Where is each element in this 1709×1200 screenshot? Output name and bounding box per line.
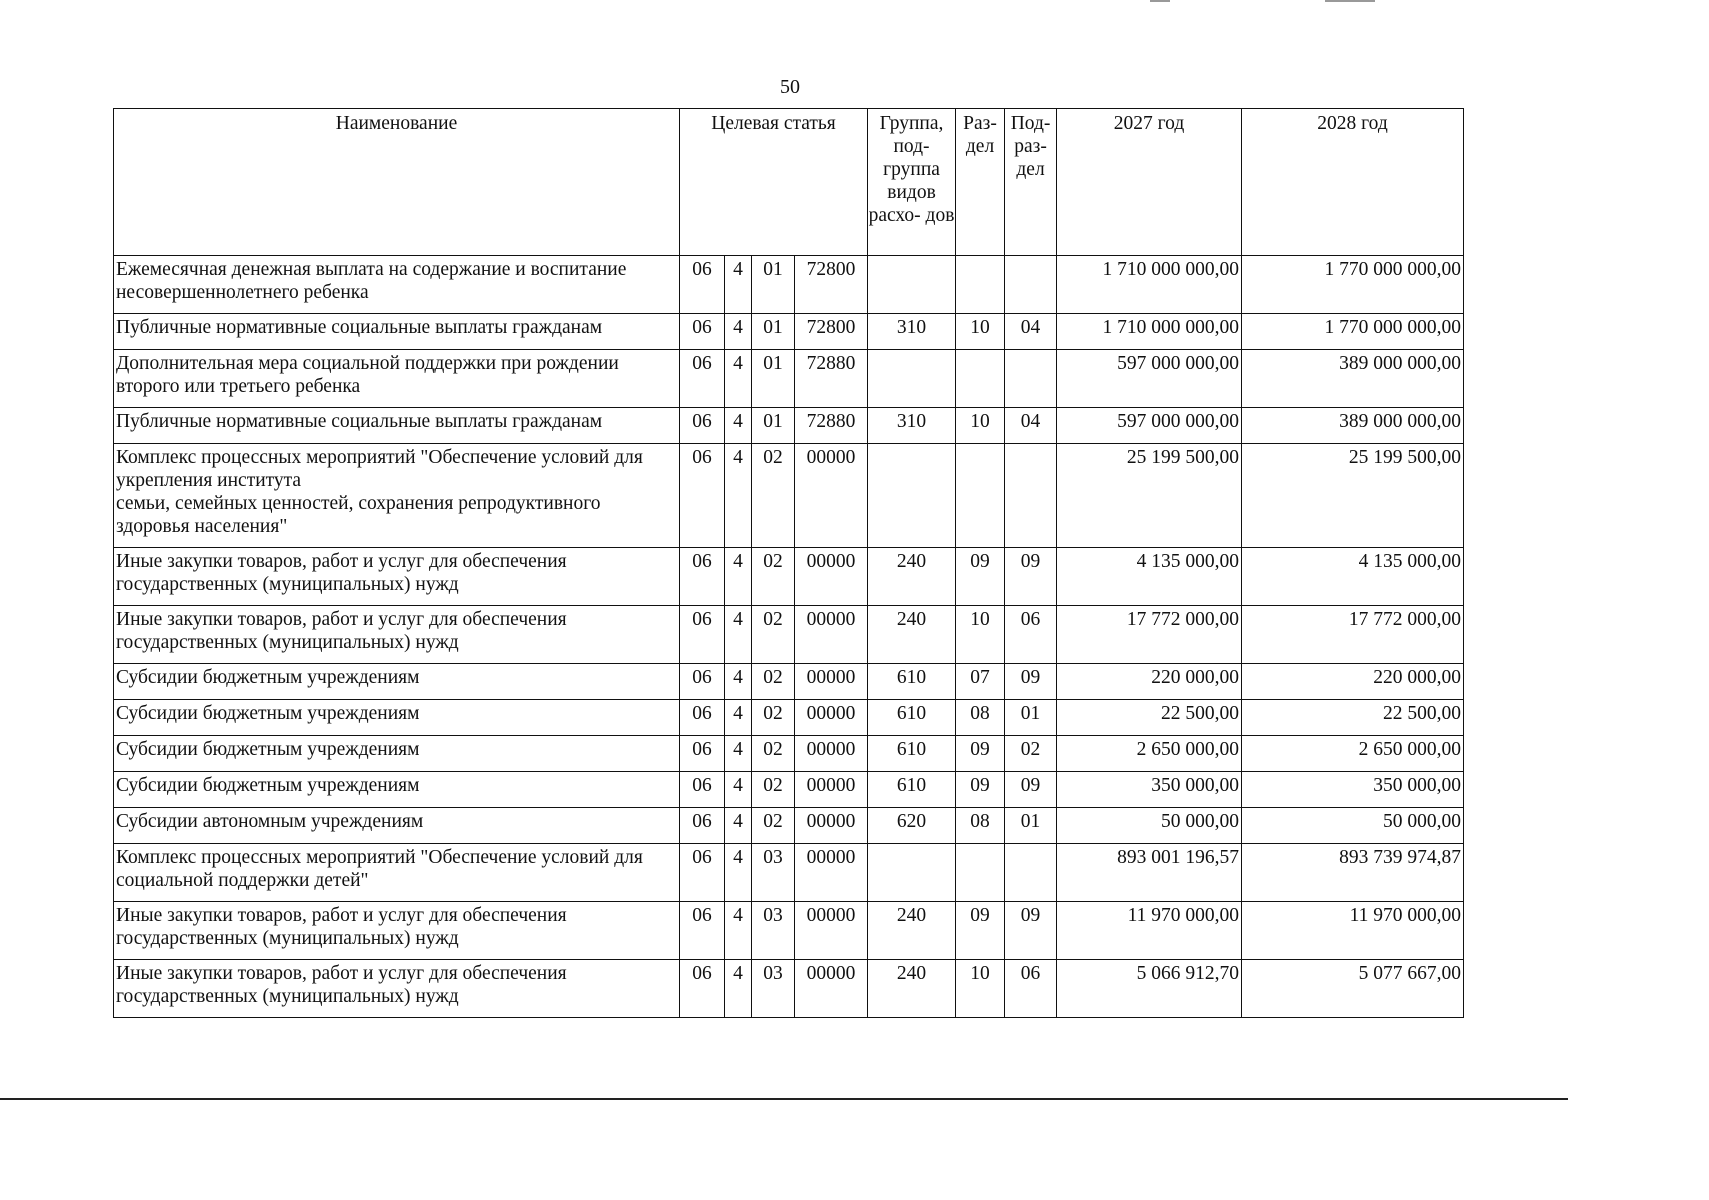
subsection-code: 02: [1005, 736, 1057, 772]
target-complex-code: 03: [752, 960, 795, 1018]
section-code: 09: [956, 736, 1005, 772]
section-code: [956, 256, 1005, 314]
expense-group-code: [868, 256, 956, 314]
row-name: Иные закупки товаров, работ и услуг для обеспечения государственных (муниципальных) нужд: [114, 548, 680, 606]
subsection-code: 09: [1005, 902, 1057, 960]
section-code: [956, 844, 1005, 902]
target-direction-code: 00000: [795, 606, 868, 664]
subsection-code: 04: [1005, 408, 1057, 444]
amount-2027: 893 001 196,57: [1057, 844, 1242, 902]
target-type-code: 4: [725, 256, 752, 314]
target-type-code: 4: [725, 606, 752, 664]
target-complex-code: 03: [752, 902, 795, 960]
expense-group-code: [868, 444, 956, 548]
scan-mark: [1325, 0, 1375, 2]
target-direction-code: 00000: [795, 736, 868, 772]
section-code: [956, 350, 1005, 408]
target-complex-code: 02: [752, 700, 795, 736]
target-direction-code: 00000: [795, 808, 868, 844]
section-code: 10: [956, 606, 1005, 664]
header-section: Раз- дел: [956, 109, 1005, 256]
amount-2028: 220 000,00: [1242, 664, 1464, 700]
target-complex-code: 01: [752, 256, 795, 314]
section-code: 09: [956, 548, 1005, 606]
table-row: [114, 408, 1464, 444]
amount-2028: 4 135 000,00: [1242, 548, 1464, 606]
section-code: 08: [956, 808, 1005, 844]
amount-2028: 1 770 000 000,00: [1242, 256, 1464, 314]
table-row: [114, 844, 1464, 902]
section-code: 10: [956, 960, 1005, 1018]
target-program-code: 06: [680, 664, 725, 700]
section-code: 09: [956, 772, 1005, 808]
target-complex-code: 02: [752, 736, 795, 772]
amount-2028: 11 970 000,00: [1242, 902, 1464, 960]
expense-group-code: 310: [868, 314, 956, 350]
target-direction-code: 00000: [795, 664, 868, 700]
table-row: [114, 314, 1464, 350]
row-name: Комплекс процессных мероприятий "Обеспечение условий для социальной поддержки детей": [114, 844, 680, 902]
section-code: 07: [956, 664, 1005, 700]
target-complex-code: 02: [752, 808, 795, 844]
target-direction-code: 00000: [795, 844, 868, 902]
target-direction-code: 72880: [795, 408, 868, 444]
target-program-code: 06: [680, 844, 725, 902]
header-expense-group: Группа, под- группа видов расхо- дов: [868, 109, 956, 256]
amount-2027: 350 000,00: [1057, 772, 1242, 808]
row-name: Иные закупки товаров, работ и услуг для обеспечения государственных (муниципальных) нужд: [114, 902, 680, 960]
table-row: [114, 444, 1464, 548]
row-name: Субсидии бюджетным учреждениям: [114, 736, 680, 772]
target-type-code: 4: [725, 772, 752, 808]
row-name: Субсидии бюджетным учреждениям: [114, 664, 680, 700]
target-type-code: 4: [725, 314, 752, 350]
table-row: [114, 606, 1464, 664]
row-name: Комплекс процессных мероприятий "Обеспечение условий для укрепления института семьи, семейных ценностей, сохранения репродуктивного здоровья населения": [114, 444, 680, 548]
amount-2027: 22 500,00: [1057, 700, 1242, 736]
target-complex-code: 02: [752, 444, 795, 548]
table-row: [114, 256, 1464, 314]
table-row: [114, 736, 1464, 772]
target-type-code: 4: [725, 902, 752, 960]
target-program-code: 06: [680, 444, 725, 548]
amount-2028: 350 000,00: [1242, 772, 1464, 808]
table-row: [114, 700, 1464, 736]
amount-2027: 2 650 000,00: [1057, 736, 1242, 772]
target-complex-code: 03: [752, 844, 795, 902]
target-complex-code: 01: [752, 314, 795, 350]
target-type-code: 4: [725, 736, 752, 772]
header-year-2028: 2028 год: [1242, 109, 1464, 256]
target-program-code: 06: [680, 902, 725, 960]
expense-group-code: 610: [868, 736, 956, 772]
target-complex-code: 02: [752, 664, 795, 700]
amount-2028: 50 000,00: [1242, 808, 1464, 844]
subsection-code: 06: [1005, 960, 1057, 1018]
target-type-code: 4: [725, 960, 752, 1018]
target-type-code: 4: [725, 548, 752, 606]
amount-2028: 389 000 000,00: [1242, 408, 1464, 444]
target-program-code: 06: [680, 736, 725, 772]
amount-2027: 220 000,00: [1057, 664, 1242, 700]
target-type-code: 4: [725, 408, 752, 444]
target-type-code: 4: [725, 700, 752, 736]
amount-2028: 5 077 667,00: [1242, 960, 1464, 1018]
table-row: [114, 548, 1464, 606]
section-code: 08: [956, 700, 1005, 736]
target-direction-code: 00000: [795, 444, 868, 548]
subsection-code: 09: [1005, 548, 1057, 606]
subsection-code: [1005, 444, 1057, 548]
target-complex-code: 02: [752, 606, 795, 664]
amount-2028: 25 199 500,00: [1242, 444, 1464, 548]
amount-2028: 389 000 000,00: [1242, 350, 1464, 408]
subsection-code: 04: [1005, 314, 1057, 350]
amount-2027: 1 710 000 000,00: [1057, 256, 1242, 314]
target-program-code: 06: [680, 350, 725, 408]
table-row: [114, 350, 1464, 408]
row-name: Субсидии автономным учреждениям: [114, 808, 680, 844]
target-direction-code: 72800: [795, 314, 868, 350]
expense-group-code: 240: [868, 606, 956, 664]
target-direction-code: 00000: [795, 902, 868, 960]
target-direction-code: 00000: [795, 700, 868, 736]
header-year-2027: 2027 год: [1057, 109, 1242, 256]
scan-mark: [1150, 0, 1170, 2]
header-name: Наименование: [114, 109, 680, 256]
target-type-code: 4: [725, 664, 752, 700]
target-complex-code: 01: [752, 350, 795, 408]
target-program-code: 06: [680, 256, 725, 314]
subsection-code: 01: [1005, 808, 1057, 844]
amount-2027: 1 710 000 000,00: [1057, 314, 1242, 350]
target-complex-code: 02: [752, 548, 795, 606]
row-name: Дополнительная мера социальной поддержки при рождении второго или третьего ребенка: [114, 350, 680, 408]
amount-2028: 17 772 000,00: [1242, 606, 1464, 664]
row-name: Ежемесячная денежная выплата на содержание и воспитание несовершеннолетнего ребенка: [114, 256, 680, 314]
table-row: [114, 902, 1464, 960]
table-row: [114, 960, 1464, 1018]
amount-2027: 50 000,00: [1057, 808, 1242, 844]
row-name: Публичные нормативные социальные выплаты гражданам: [114, 314, 680, 350]
header-row: [114, 109, 1464, 256]
page-bottom-edge: [0, 1098, 1568, 1100]
target-complex-code: 01: [752, 408, 795, 444]
target-direction-code: 72800: [795, 256, 868, 314]
amount-2027: 4 135 000,00: [1057, 548, 1242, 606]
target-program-code: 06: [680, 960, 725, 1018]
expense-group-code: 620: [868, 808, 956, 844]
expense-group-code: [868, 350, 956, 408]
amount-2027: 25 199 500,00: [1057, 444, 1242, 548]
table-row: [114, 664, 1464, 700]
target-direction-code: 00000: [795, 548, 868, 606]
subsection-code: 09: [1005, 664, 1057, 700]
target-program-code: 06: [680, 808, 725, 844]
row-name: Субсидии бюджетным учреждениям: [114, 772, 680, 808]
page-number: 50: [780, 76, 800, 98]
subsection-code: 09: [1005, 772, 1057, 808]
row-name: Иные закупки товаров, работ и услуг для обеспечения государственных (муниципальных) нужд: [114, 606, 680, 664]
amount-2028: 2 650 000,00: [1242, 736, 1464, 772]
subsection-code: 06: [1005, 606, 1057, 664]
expense-group-code: [868, 844, 956, 902]
row-name: Субсидии бюджетным учреждениям: [114, 700, 680, 736]
target-type-code: 4: [725, 350, 752, 408]
section-code: 10: [956, 408, 1005, 444]
table-row: [114, 808, 1464, 844]
target-type-code: 4: [725, 444, 752, 548]
row-name: Иные закупки товаров, работ и услуг для обеспечения государственных (муниципальных) нужд: [114, 960, 680, 1018]
target-program-code: 06: [680, 700, 725, 736]
section-code: [956, 444, 1005, 548]
target-type-code: 4: [725, 808, 752, 844]
amount-2027: 17 772 000,00: [1057, 606, 1242, 664]
target-direction-code: 00000: [795, 960, 868, 1018]
subsection-code: 01: [1005, 700, 1057, 736]
target-program-code: 06: [680, 314, 725, 350]
expense-group-code: 610: [868, 772, 956, 808]
target-program-code: 06: [680, 408, 725, 444]
target-program-code: 06: [680, 548, 725, 606]
expense-group-code: 240: [868, 960, 956, 1018]
target-program-code: 06: [680, 606, 725, 664]
target-type-code: 4: [725, 844, 752, 902]
amount-2028: 893 739 974,87: [1242, 844, 1464, 902]
section-code: 09: [956, 902, 1005, 960]
subsection-code: [1005, 844, 1057, 902]
expense-group-code: 610: [868, 664, 956, 700]
budget-table: [113, 108, 1464, 1018]
target-direction-code: 72880: [795, 350, 868, 408]
amount-2027: 597 000 000,00: [1057, 408, 1242, 444]
amount-2027: 11 970 000,00: [1057, 902, 1242, 960]
table-row: [114, 772, 1464, 808]
subsection-code: [1005, 350, 1057, 408]
target-complex-code: 02: [752, 772, 795, 808]
section-code: 10: [956, 314, 1005, 350]
amount-2027: 597 000 000,00: [1057, 350, 1242, 408]
target-program-code: 06: [680, 772, 725, 808]
header-target-article: Целевая статья: [680, 109, 868, 256]
header-subsection: Под- раз- дел: [1005, 109, 1057, 256]
amount-2028: 1 770 000 000,00: [1242, 314, 1464, 350]
expense-group-code: 310: [868, 408, 956, 444]
subsection-code: [1005, 256, 1057, 314]
amount-2028: 22 500,00: [1242, 700, 1464, 736]
row-name: Публичные нормативные социальные выплаты гражданам: [114, 408, 680, 444]
expense-group-code: 240: [868, 902, 956, 960]
target-direction-code: 00000: [795, 772, 868, 808]
amount-2027: 5 066 912,70: [1057, 960, 1242, 1018]
expense-group-code: 240: [868, 548, 956, 606]
expense-group-code: 610: [868, 700, 956, 736]
